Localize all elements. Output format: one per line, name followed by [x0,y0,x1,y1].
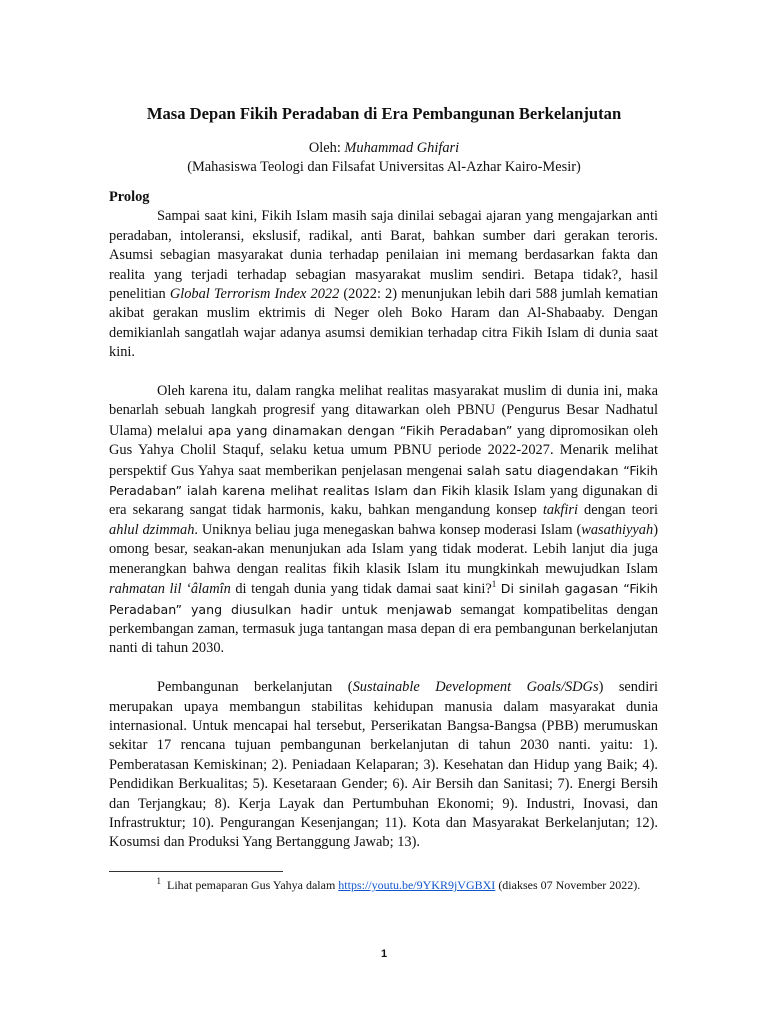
text-run: Sampai saat kini, Fikih Islam masih saja dinilai sebagai ajaran yang mengajarkan anti peradaban, intoleransi, ekslusif, radikal, anti Barat, bahkan sumber dari gerakan teroris. Asumsi sebagian masyarakat dunia terhadap penilaian ini memang berdasarkan fakta dan realita yang terjadi terhadap sebagian masyarakat muslim sendiri. Betapa tidak?, hasil penelitian [109,208,658,303]
author-prefix: Oleh: [308,140,345,156]
text-run: yang dipromosikan oleh Gus Yahya Cholil Staquf, selaku ketua umum PBNU periode 2022-2027. Menarik melihat perspektif Gus Yahya saat memberikan penjelasan mengenai [109,422,659,479]
footnote-link[interactable]: https://youtu.be/9YKR9jVGBXI [338,878,496,892]
footnote-text: Lihat pemaparan Gus Yahya dalam [167,878,339,892]
alt-font-run: melalui apa yang dinamakan dengan “Fikih Peradaban” [156,422,513,438]
italic-run: Global Terrorism Index 2022 [169,286,340,303]
text-run: klasik Islam yang digunakan di era sekarang sangat tidak harmonis, kaku, bahkan mengandung konsep [109,483,658,519]
author-affiliation: (Mahasiswa Teologi dan Filsafat Universitas Al-Azhar Kairo-Mesir) [187,158,581,175]
text-run: di tengah dunia yang tidak damai saat kini? [230,581,492,598]
paragraph-2 [109,382,658,659]
footnote-separator [109,871,283,872]
text-run: (2022: 2) menunjukan lebih dari 588 jumlah kematian akibat gerakan muslim ektrimis di Neger oleh Boko Haram dan Al-Shabaaby. Dengan demikianlah sangatlah wajar adanya asumsi demikian terhadap citra Fikih Islam di dunia saat kini. [109,286,659,361]
italic-run: wasathiyyah [581,521,654,538]
text-run: ) sendiri merupakan upaya membangun stabilitas kehidupan manusia dalam masyarakat dunia internasional. Untuk mencapai hal tersebut, Perserikatan Bangsa-Bangsa (PBB) merumuskan sekitar 17 rencana tujuan pembangunan berkelanjutan di tahun 2030 nanti. yaitu: 1). Pemberatasan Kemiskinan; 2). Peniadaan Kelaparan; 3). Kesehatan dan Hidup yang Baik; 4). Pendidikan Berkualitas; 5). Kesetaraan Gender; 6). Air Bersih dan Sanitasi; 7). Energi Bersih dan Terjangkau; 8). Kerja Layak dan Pertumbuhan Ekonomi; 9). Industri, Inovasi, dan Infrastruktur; 10). Pengurangan Kesenjangan; 11). Kota dan Masyarakat Berkelanjutan; 12). Kosumsi dan Produksi Yang Bertanggung Jawab; 13). [109,679,658,851]
author-name: Muhammad Ghifari [344,140,460,156]
section-heading-prolog: Prolog [109,189,150,205]
text-run: semangat kompatibelitas dengan perkembangan zaman, termasuk juga tantangan masa depan di era pembangunan berkelanjutan nanti di tahun 2030. [109,601,659,657]
footnote-ref[interactable]: 1 [491,579,497,590]
footnote-number [109,877,167,894]
alt-font-run: salah satu diagendakan “Fikih Peradaban” ialah karena melihat realitas Islam dan Fikih [109,462,659,499]
italic-run: takfiri [542,502,579,519]
text-run: Pembangunan berkelanjutan ( [157,679,353,696]
paragraph-3 [109,678,658,853]
text-run: ) omong besar, seakan-akan menunjukan ada Islam yang tidak moderat. Lebih lanjut dia juga menerangkan bahwa dengan realitas fikih klasik Islam itu mungkinkah mewujudkan Islam [109,521,658,577]
document-body [109,188,658,872]
italic-run: ahlul dzimmah [109,521,195,538]
paragraph-1 [109,207,658,362]
alt-font-run: Di sinilah gagasan “Fikih Peradaban” yang diusulkan hadir untuk menjawab [109,581,658,617]
author-line [0,139,768,158]
italic-run: rahmatan lil ‘âlamîn [109,581,231,598]
text-run: . Uniknya beliau juga menegaskan bahwa konsep moderasi Islam ( [194,521,582,538]
page-number: 1 [380,948,388,960]
italic-run: Sustainable Development Goals/SDGs [352,679,599,696]
text-run: Oleh karena itu, dalam rangka melihat realitas masyarakat muslim di dunia ini, maka benarlah sebuah langkah progresif yang ditawarkan oleh PBNU (Pengurus Besar Nadhatul Ulama) [109,383,658,439]
text-run: dengan teori [578,502,659,519]
document-title: Masa Depan Fikih Peradaban di Era Pembangunan Berkelanjutan [146,104,622,123]
byline [0,139,768,176]
footnote-mark: 1 [156,876,161,886]
footnote-text: (diakses 07 November 2022). [495,878,641,892]
footnote [109,877,658,894]
